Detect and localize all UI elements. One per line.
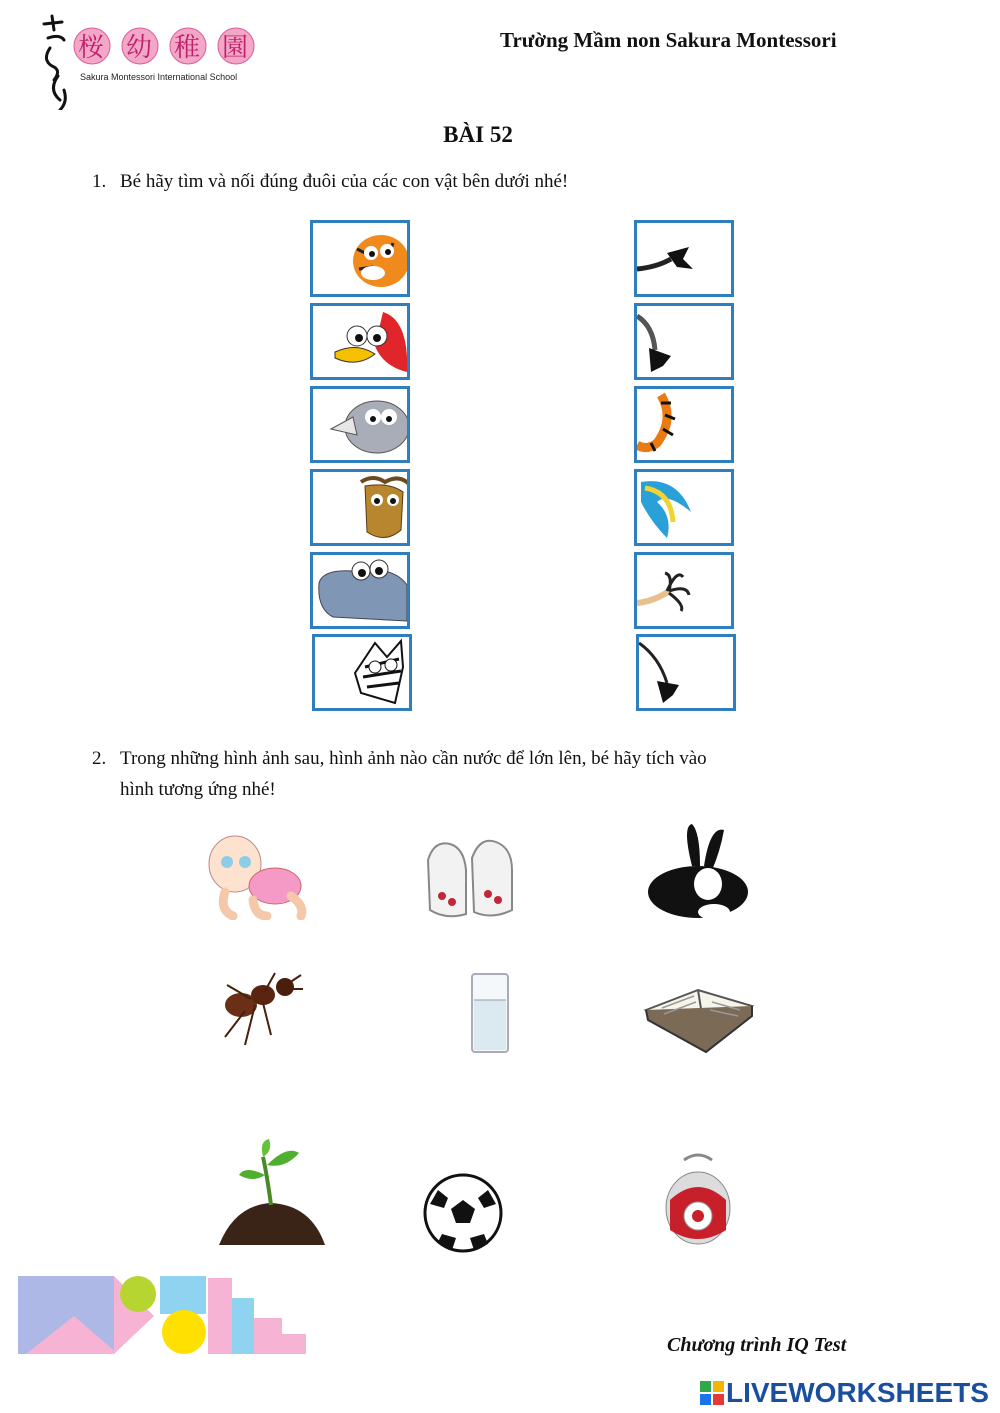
tail-card-6[interactable] xyxy=(636,634,736,711)
gray-tuft-tail-icon xyxy=(637,306,731,377)
feather-tail-icon xyxy=(637,472,731,543)
tail-card-1[interactable] xyxy=(634,220,734,297)
hairy-tail-icon xyxy=(637,555,731,626)
animal-card-rhino[interactable] xyxy=(310,386,410,463)
thin-tuft-tail-icon xyxy=(639,637,733,708)
tail-card-3[interactable] xyxy=(634,386,734,463)
page-title: BÀI 52 xyxy=(443,122,513,147)
animal-card-tiger[interactable] xyxy=(310,220,410,297)
question-text: Bé hãy tìm và nối đúng đuôi của các con vật bên dưới nhé! xyxy=(120,171,569,192)
svg-text:幼: 幼 xyxy=(126,33,153,63)
liveworksheets-logo-icon xyxy=(700,1381,724,1405)
program-label: Chương trình IQ Test xyxy=(667,1334,847,1356)
buffalo-icon xyxy=(313,472,407,543)
shoes-icon[interactable] xyxy=(420,830,520,922)
question-number: 1. xyxy=(92,171,107,192)
animal-card-zebra[interactable] xyxy=(312,634,412,711)
baby-icon[interactable] xyxy=(205,830,310,920)
question-1 xyxy=(92,166,892,197)
decorative-blocks-icon xyxy=(18,1276,308,1356)
animal-card-hippo[interactable] xyxy=(310,552,410,629)
striped-tail-icon xyxy=(637,389,731,460)
hippo-icon xyxy=(313,555,407,626)
tail-card-5[interactable] xyxy=(634,552,734,629)
question-text-line2: hình tương ứng nhé! xyxy=(120,779,276,800)
zebra-icon xyxy=(315,637,409,708)
tiger-icon xyxy=(313,223,407,294)
soccer-ball-icon[interactable] xyxy=(422,1172,504,1254)
svg-text:園: 園 xyxy=(222,33,249,63)
question-text-line1: Trong những hình ảnh sau, hình ảnh nào cần nước để lớn lên, bé hãy tích vào xyxy=(120,748,707,769)
sakura-logo-icon xyxy=(70,24,270,70)
book-icon[interactable] xyxy=(640,970,760,1056)
tail-card-4[interactable] xyxy=(634,469,734,546)
logo-subtitle: Sakura Montessori International School xyxy=(80,72,238,82)
question-number: 2. xyxy=(92,748,107,769)
parrot-icon xyxy=(313,306,407,377)
tail-card-2[interactable] xyxy=(634,303,734,380)
black-tuft-tail-icon xyxy=(637,223,731,294)
animal-card-buffalo[interactable] xyxy=(310,469,410,546)
sprout-icon[interactable] xyxy=(215,1135,330,1250)
brand-text: LIVEWORKSHEETS xyxy=(726,1377,989,1408)
svg-text:稚: 稚 xyxy=(174,33,201,63)
svg-text:桜: 桜 xyxy=(78,33,105,63)
rhino-icon xyxy=(313,389,407,460)
question-2 xyxy=(92,743,879,805)
liveworksheets-brand xyxy=(700,1377,989,1409)
glass-of-water-icon[interactable] xyxy=(460,970,520,1056)
school-name: Trường Mầm non Sakura Montessori xyxy=(500,28,837,52)
rabbit-icon[interactable] xyxy=(640,822,750,922)
vacuum-cleaner-icon[interactable] xyxy=(662,1150,734,1250)
animal-card-parrot[interactable] xyxy=(310,303,410,380)
ant-icon[interactable] xyxy=(205,965,305,1055)
